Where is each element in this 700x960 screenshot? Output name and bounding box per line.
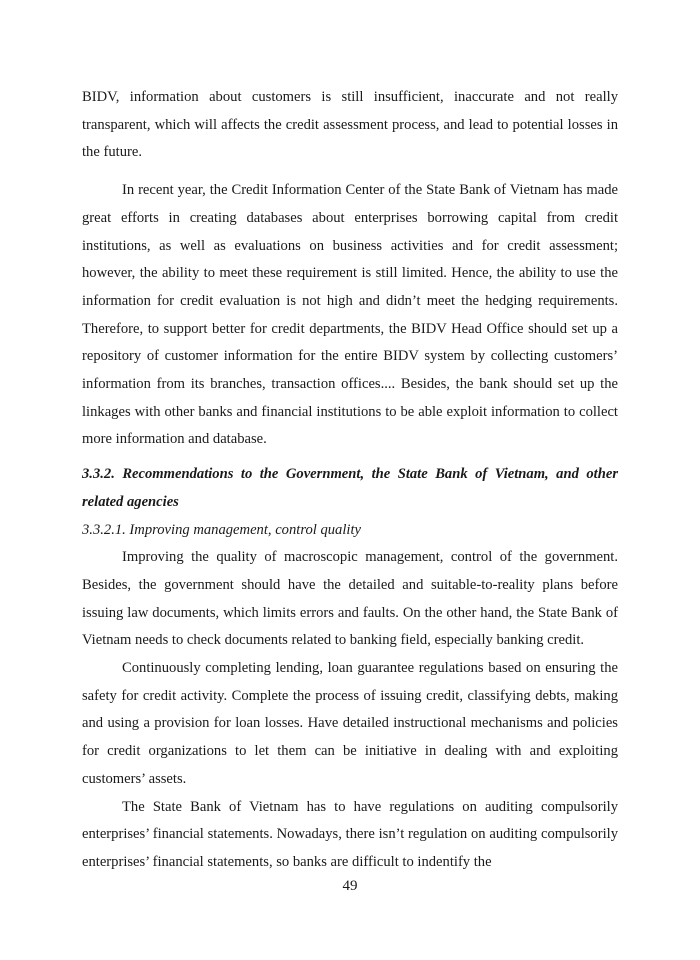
page-number: 49 bbox=[342, 878, 358, 894]
subsection-heading: 3.3.2.1. Improving management, control quality bbox=[82, 521, 361, 538]
paragraph-lending-regulations: Continuously completing lending, loan guarantee regulations based on ensuring the safety for credit activity. Complete the process of issuing credit, classifying debts, making and using a provision for loan losses. Have detailed instructional mechanisms and policies for credit organizations to let them can be initiative in dealing with and exploiting customers’ assets. bbox=[82, 660, 618, 787]
paragraph-improving-quality: Improving the quality of macroscopic management, control of the government. Besides, the government should have the detailed and suitable-to-reality plans before issuing law documents, which limits errors and faults. On the other hand, the State Bank of Vietnam needs to check documents related to banking field, especially banking credit. bbox=[82, 549, 618, 649]
paragraph-credit-information-center: In recent year, the Credit Information Center of the State Bank of Vietnam has made great efforts in creating databases about enterprises borrowing capital from credit institutions, as well as evaluations on business activities and for credit assessment; however, the ability to meet these requirement is still limited. Hence, the ability to use the information for credit evaluation is not high and didn’t meet the hedging requirements. Therefore, to support better for credit departments, the BIDV Head Office should set up a repository of customer information for the entire BIDV system by collecting customers’ information from its branches, transaction offices.... Besides, the bank should set up the linkages with other banks and financial institutions to be able exploit information to collect more information and database. bbox=[82, 182, 618, 448]
section-heading: 3.3.2. Recommendations to the Government, the State Bank of Vietnam, and other related agencies bbox=[82, 466, 618, 510]
paragraph-auditing-regulations: The State Bank of Vietnam has to have regulations on auditing compulsorily enterprises’ financial statements. Nowadays, there isn’t regulation on auditing compulsorily enterprises’ financial statements, so banks are difficult to indentify the bbox=[82, 798, 618, 870]
paragraph-continuation: BIDV, information about customers is still insufficient, inaccurate and not really transparent, which will affects the credit assessment process, and lead to potential losses in the future. bbox=[82, 89, 618, 161]
document-page bbox=[82, 84, 618, 877]
